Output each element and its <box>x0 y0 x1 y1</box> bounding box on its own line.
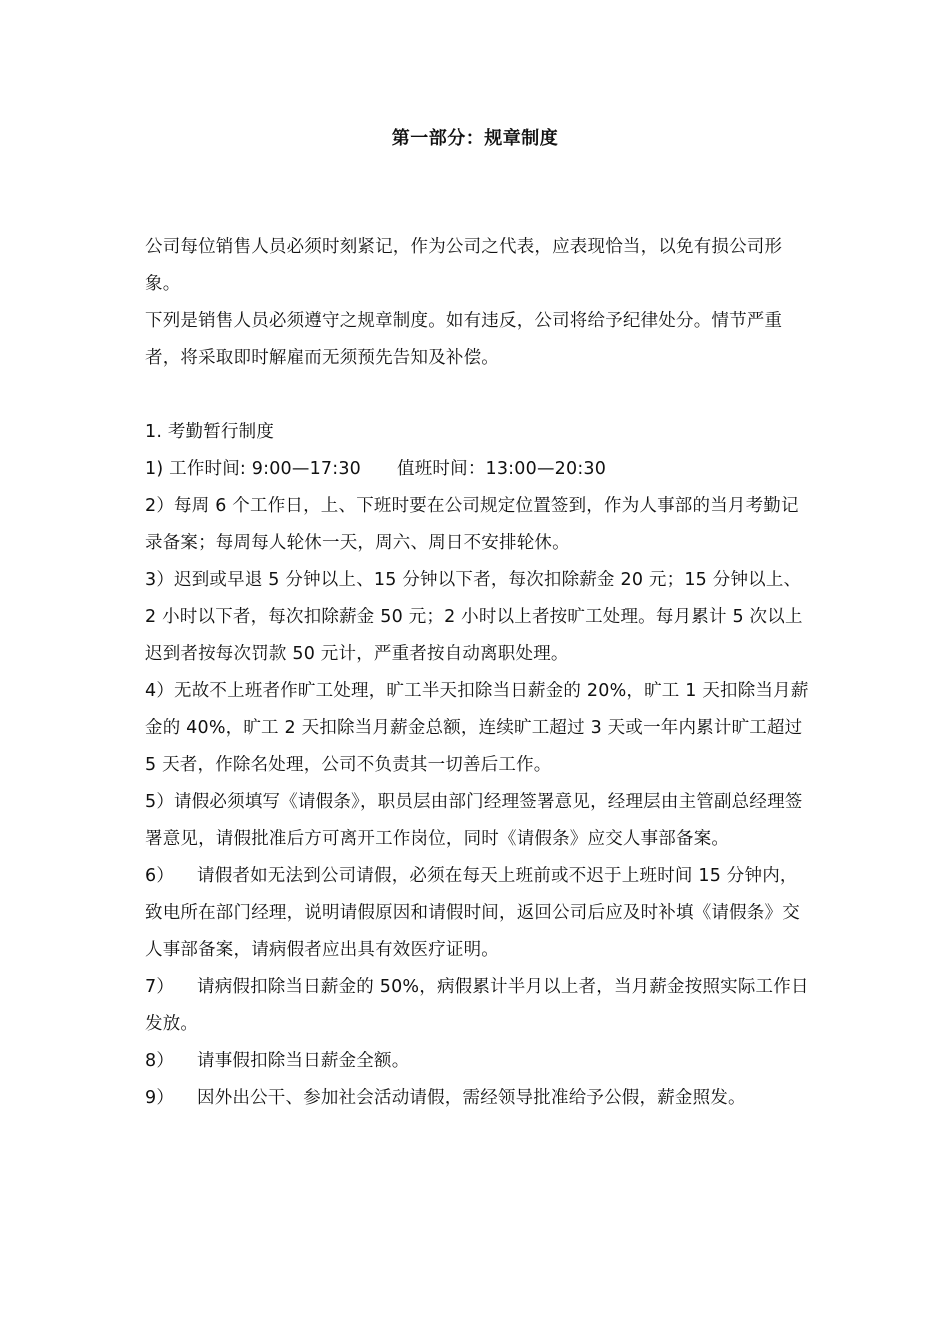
rule-item <box>145 1043 810 1080</box>
item-number: 7） <box>145 977 175 997</box>
work-hours: 1) 工作时间: 9:00—17:30 <box>145 459 362 479</box>
rule-item: 4）无故不上班者作旷工处理，旷工半天扣除当日薪金的 20%，旷工 1 天扣除当月薪金的 40%，旷工 2 天扣除当月薪金总额，连续旷工超过 3 天或一年内累计旷工超过 5 天者，作除名处理，公司不负责其一切善后工作。 <box>145 681 809 775</box>
page-title: 第一部分：规章制度 <box>391 128 559 149</box>
item-text: 请病假扣除当日薪金的 50%，病假累计半月以上者，当月薪金按照实际工作日发放。 <box>145 977 809 1034</box>
rule-item <box>145 858 810 969</box>
blank-line <box>145 377 810 414</box>
section-heading: 1. 考勤暂行制度 <box>145 422 275 442</box>
item-number: 8） <box>145 1051 175 1071</box>
intro-paragraph-1: 公司每位销售人员必须时刻紧记，作为公司之代表，应表现恰当，以免有损公司形象。 <box>145 237 783 294</box>
duty-hours: 值班时间：13:00—20:30 <box>397 459 607 479</box>
item-text: 请假者如无法到公司请假，必须在每天上班前或不迟于上班时间 15 分钟内，致电所在部门经理，说明请假原因和请假时间，返回公司后应及时补填《请假条》交人事部备案，请病假者应出具有效医疗证明。 <box>145 866 800 960</box>
document-body <box>145 229 810 1117</box>
hours-line <box>145 451 810 488</box>
item-text: 因外出公干、参加社会活动请假，需经领导批准给予公假，薪金照发。 <box>197 1088 746 1108</box>
rule-item: 2）每周 6 个工作日，上、下班时要在公司规定位置签到，作为人事部的当月考勤记录备案；每周每人轮休一天，周六、周日不安排轮休。 <box>145 496 799 553</box>
rule-item <box>145 1080 810 1117</box>
rule-item: 3）迟到或早退 5 分钟以上、15 分钟以下者，每次扣除薪金 20 元；15 分钟以上、2 小时以下者，每次扣除薪金 50 元；2 小时以上者按旷工处理。每月累计 5 次以上迟到者按每次罚款 50 元计，严重者按自动离职处理。 <box>145 570 803 664</box>
intro-paragraph-2: 下列是销售人员必须遵守之规章制度。如有违反，公司将给予纪律处分。情节严重者，将采取即时解雇而无须预先告知及补偿。 <box>145 311 783 368</box>
item-number: 6） <box>145 866 175 886</box>
item-number: 9） <box>145 1088 175 1108</box>
rule-item: 5）请假必须填写《请假条》，职员层由部门经理签署意见，经理层由主管副总经理签署意见，请假批准后方可离开工作岗位，同时《请假条》应交人事部备案。 <box>145 792 803 849</box>
rule-item <box>145 969 810 1043</box>
item-text: 请事假扣除当日薪金全额。 <box>197 1051 410 1071</box>
